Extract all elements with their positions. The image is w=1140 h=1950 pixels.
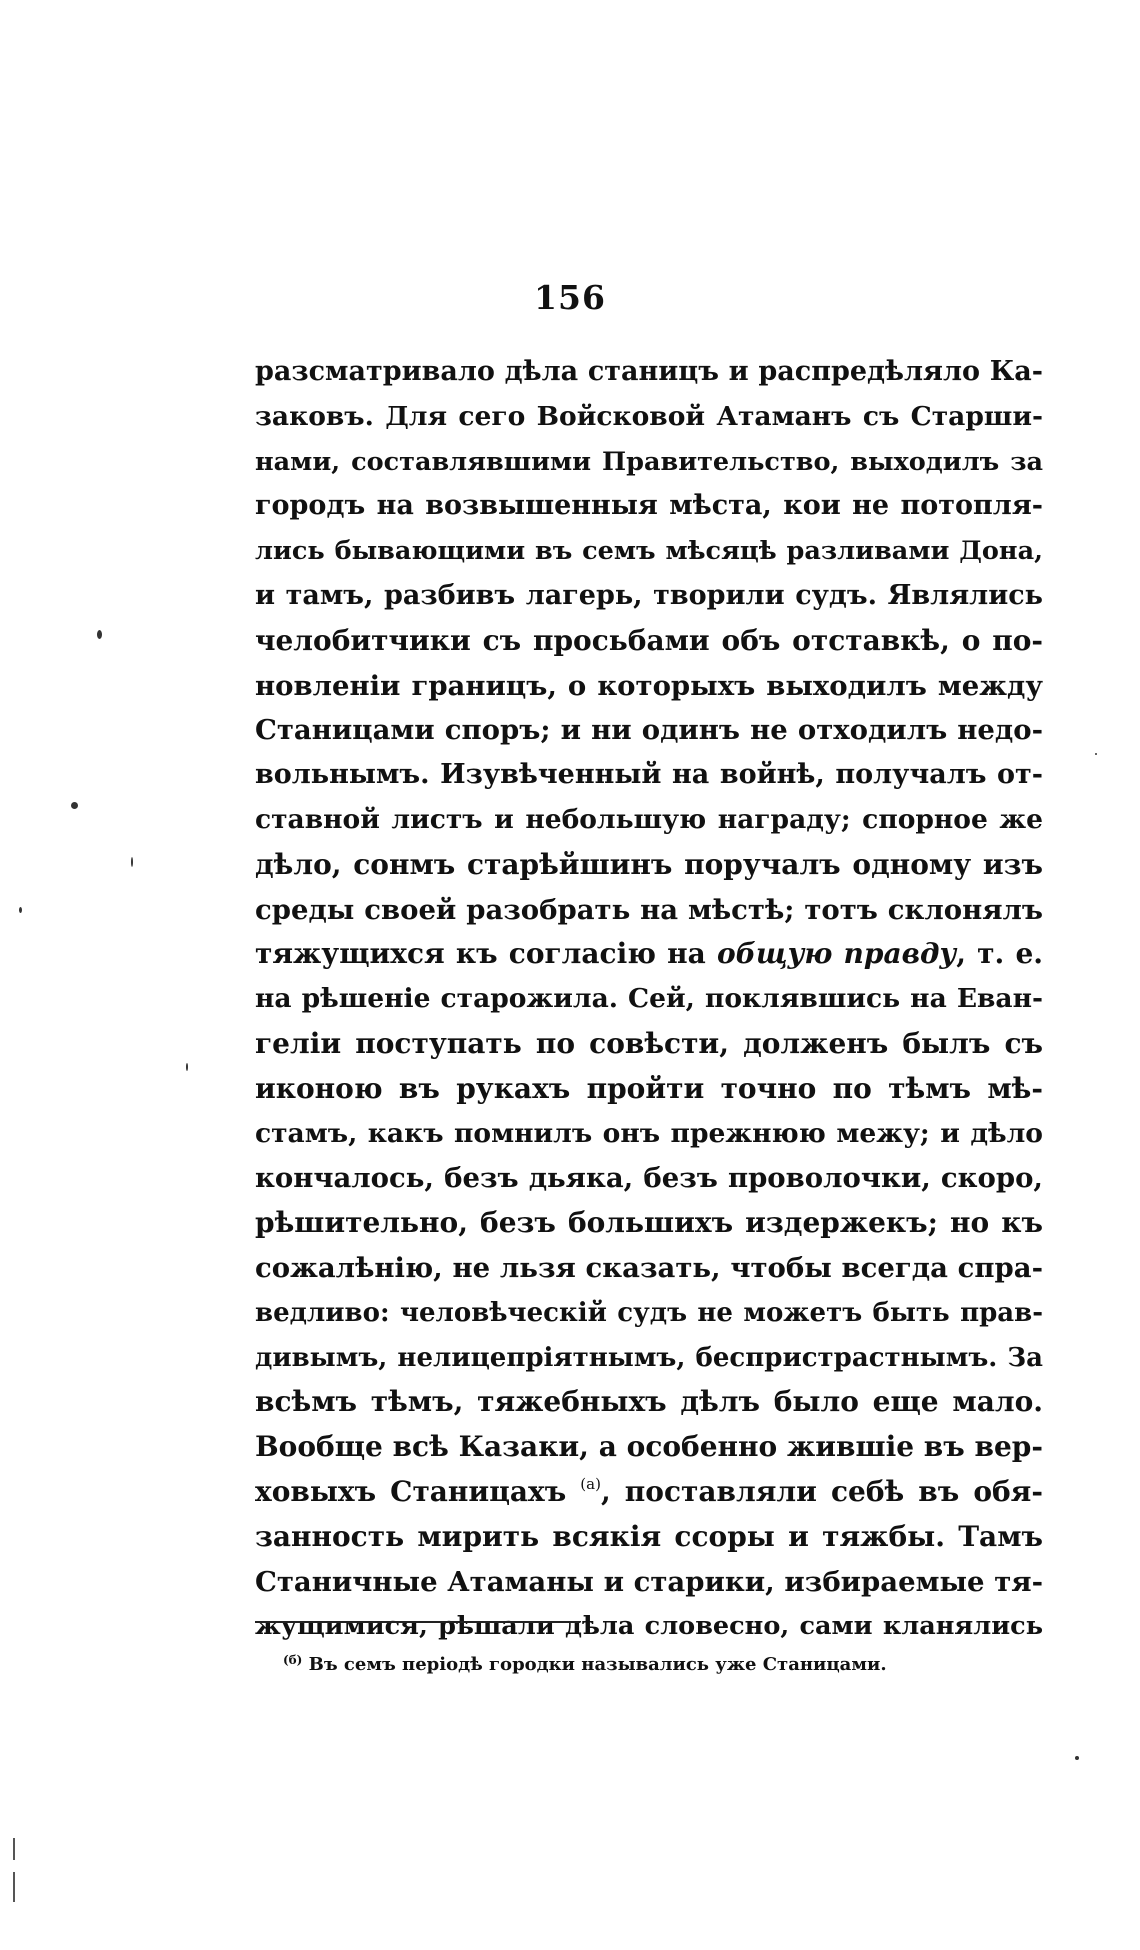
line-text-after-ref: , поставляли себѣ въ обя- [600,1474,1043,1508]
line-text-before-ref: ховыхъ Станицахъ [255,1474,581,1508]
text-line: челобитчики съ просьбами объ отставкѣ, о по- [255,623,1043,657]
body-text [255,350,1043,1649]
italic-phrase: общую правду [716,937,957,971]
scan-speck [71,802,78,809]
footnote-divider [255,1621,580,1623]
scan-speck [19,907,22,913]
scan-speck [186,1063,188,1071]
text-line: новленіи границъ, о которыхъ выходилъ между [255,669,1043,702]
scan-speck [131,857,133,867]
footnote-reference: (а) [580,1474,601,1493]
text-line-with-footnote-ref [255,1470,1043,1515]
scan-speck [1095,753,1097,755]
text-line: занность мирить всякія ссоры и тяжбы. Тамъ [255,1519,1043,1553]
text-line: Станичные Атаманы и старики, избираемые тя- [255,1565,1043,1598]
footnote [283,1652,1043,1678]
page-number: 156 [534,278,606,317]
footnote-marker: (б) [283,1653,303,1667]
text-line: геліи поступать по совѣсти, долженъ былъ съ [255,1026,1043,1060]
text-line: стамъ, какъ помнилъ онъ прежнюю межу; и дѣло [255,1117,1043,1149]
text-line: ведливо: человѣческій судъ не можетъ быть прав- [255,1297,1043,1328]
text-line: кончалось, безъ дьяка, безъ проволочки, скоро, [255,1162,1043,1195]
line-text-before-italic: тяжущихся къ согласію на [255,937,717,971]
text-line: среды своей разобрать на мѣстѣ; тотъ склонялъ [255,893,1043,926]
text-line: лись бывающими въ семъ мѣсяцѣ разливами Дона, [255,536,1043,567]
line-text-after-italic: , т. е. [956,937,1043,971]
scan-speck [97,630,102,639]
text-line: жущимися, рѣшали дѣла словесно, сами кланялись [255,1611,1043,1642]
text-line: на рѣшеніе старожила. Сей, поклявшись на Еван- [255,983,1043,1015]
margin-mark [13,1838,15,1860]
text-line: Станицами споръ; и ни одинъ не отходилъ недо- [255,714,1043,747]
text-line: дивымъ, нелицепріятнымъ, беспристрастнымъ. За [255,1342,1043,1373]
scan-speck [1075,1756,1079,1760]
text-line: нами, составлявшими Правительство, выходилъ за [255,446,1043,477]
footnote-text: Въ семъ періодѣ городки назывались уже Станицами. [308,1654,887,1675]
margin-mark [13,1872,15,1902]
text-line: городъ на возвышенныя мѣста, кои не потопля- [255,490,1043,522]
text-line: иконою въ рукахъ пройти точно по тѣмъ мѣ- [255,1071,1043,1105]
text-line: ставной листъ и небольшую награду; спорное же [255,803,1043,835]
text-line: сожалѣнію, не льзя сказать, чтобы всегда спра- [255,1251,1043,1284]
text-line: Вообще всѣ Казаки, а особенно жившіе въ вер- [255,1430,1043,1464]
text-line: и тамъ, разбивъ лагерь, творили судъ. Являлись [255,579,1043,611]
text-line: заковъ. Для сего Войсковой Атаманъ съ Старши- [255,400,1043,432]
text-line: разсматривало дѣла станицъ и распредѣляло Ка- [255,356,1043,387]
text-line: вольнымъ. Изувѣченный на войнѣ, получалъ от- [255,759,1043,791]
text-line-with-italic [255,932,1043,977]
text-line: рѣшительно, безъ большихъ издержекъ; но къ [255,1206,1043,1240]
text-line: всѣмъ тѣмъ, тяжебныхъ дѣлъ было еще мало. [255,1385,1043,1419]
text-line: дѣло, сонмъ старѣйшинъ поручалъ одному изъ [255,847,1043,881]
